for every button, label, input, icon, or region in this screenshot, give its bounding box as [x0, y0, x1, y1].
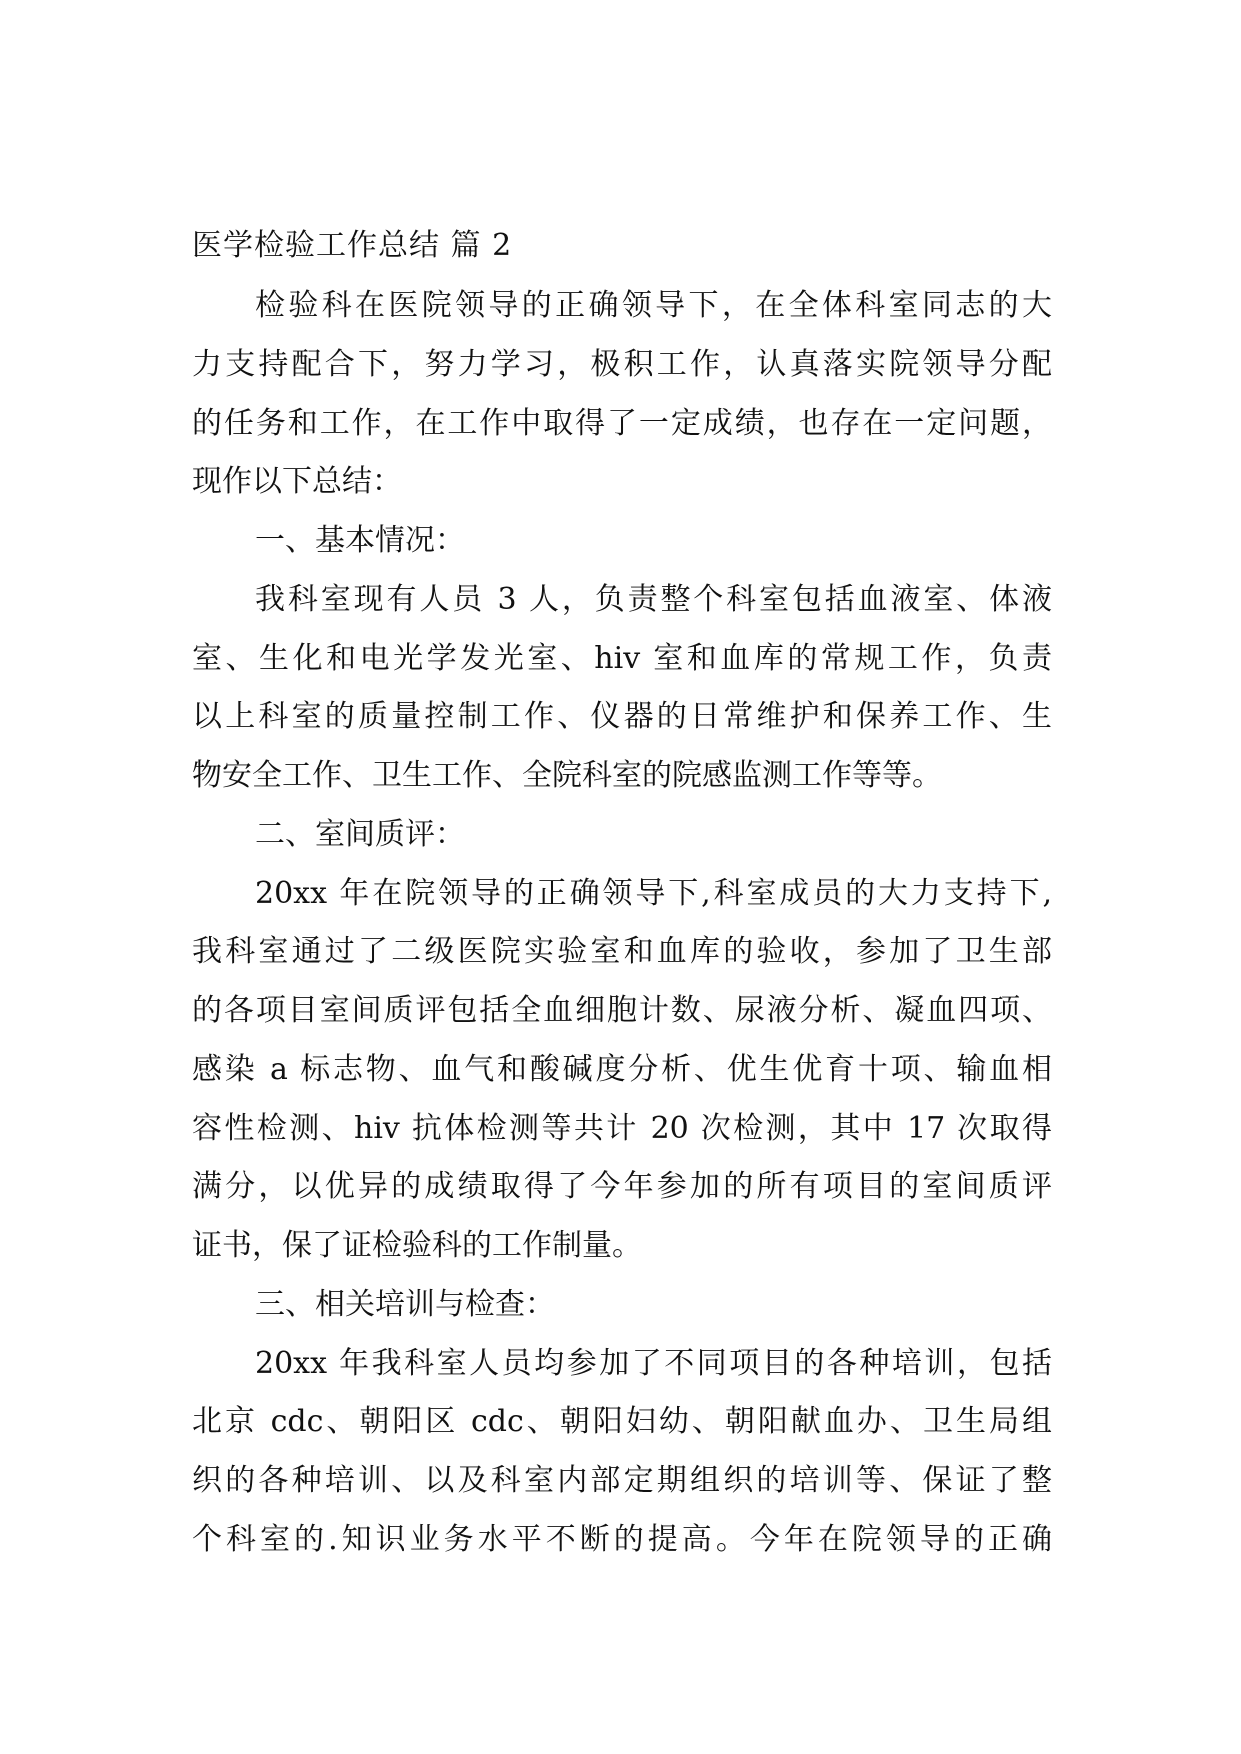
paragraph-line: 的任务和工作，在工作中取得了一定成绩，也存在一定问题， [192, 406, 1052, 441]
paragraph-line: 力支持配合下，努力学习，极积工作，认真落实院领导分配 [192, 347, 1052, 382]
paragraph-line: 室、生化和电光学发光室、hiv 室和血库的常规工作，负责 [192, 641, 1052, 676]
paragraph-line: 我科室现有人员 3 人，负责整个科室包括血液室、体液 [255, 582, 1052, 617]
paragraph-line: 的各项目室间质评包括全血细胞计数、尿液分析、凝血四项、 [192, 993, 1052, 1028]
paragraph-line: 物安全工作、卫生工作、全院科室的院感监测工作等等。 [192, 758, 942, 793]
section-heading: 三、相关培训与检查： [255, 1287, 555, 1322]
paragraph-line: 以上科室的质量控制工作、仪器的日常维护和保养工作、生 [192, 699, 1052, 734]
paragraph-line: 容性检测、hiv 抗体检测等共计 20 次检测，其中 17 次取得 [192, 1111, 1052, 1146]
paragraph-line: 20xx 年我科室人员均参加了不同项目的各种培训，包括 [255, 1346, 1052, 1381]
paragraph-line: 检验科在医院领导的正确领导下，在全体科室同志的大 [255, 288, 1052, 323]
section-heading: 一、基本情况： [255, 523, 465, 558]
paragraph-line: 北京 cdc、朝阳区 cdc、朝阳妇幼、朝阳献血办、卫生局组 [192, 1404, 1052, 1439]
document-title: 医学检验工作总结 篇 2 [192, 228, 513, 263]
paragraph-line: 证书，保了证检验科的工作制量。 [192, 1228, 642, 1263]
paragraph-line: 20xx 年在院领导的正确领导下,科室成员的大力支持下, [255, 876, 1052, 911]
paragraph-line: 现作以下总结： [192, 464, 402, 499]
paragraph-line: 感染 a 标志物、血气和酸碱度分析、优生优育十项、输血相 [192, 1052, 1052, 1087]
paragraph-line: 我科室通过了二级医院实验室和血库的验收，参加了卫生部 [192, 934, 1052, 969]
paragraph-line: 织的各种培训、以及科室内部定期组织的培训等、保证了整 [192, 1463, 1052, 1498]
paragraph-line: 满分，以优异的成绩取得了今年参加的所有项目的室间质评 [192, 1169, 1052, 1204]
paragraph-line: 个科室的.知识业务水平不断的提高。今年在院领导的正确 [192, 1522, 1052, 1557]
section-heading: 二、室间质评： [255, 817, 465, 852]
